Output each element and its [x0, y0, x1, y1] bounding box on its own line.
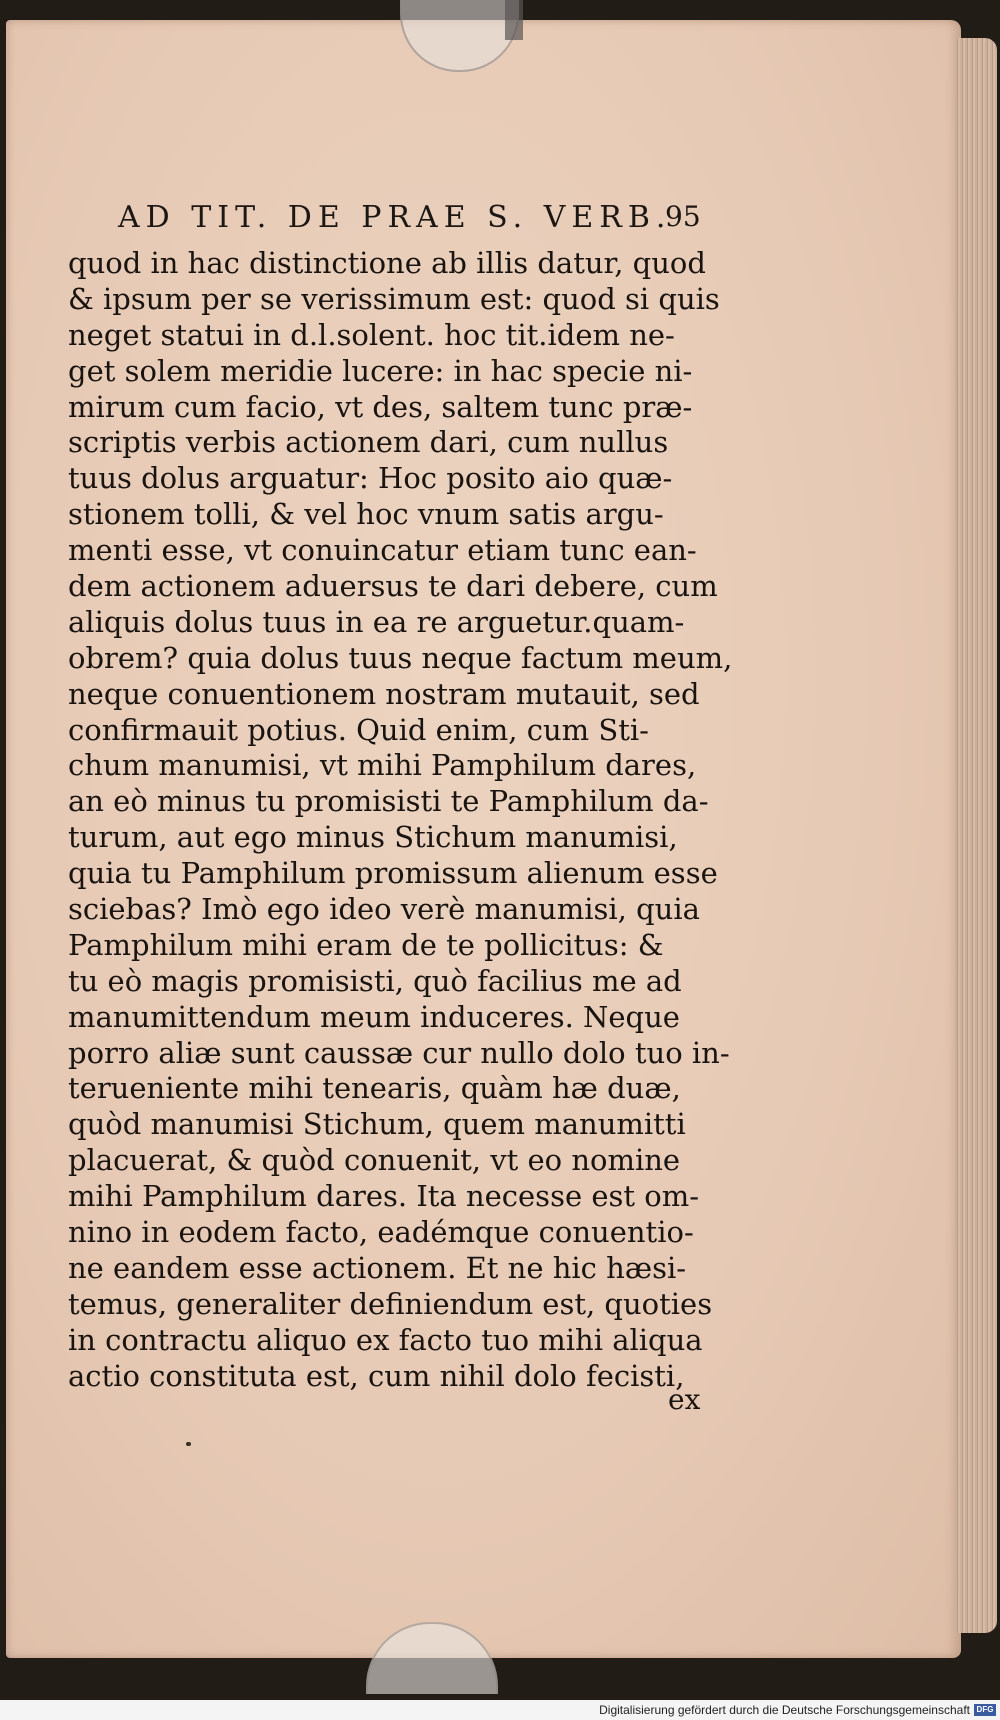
body-text: [68, 246, 733, 1395]
text-line: stionem tolli, & vel hoc vnum satis argu-: [68, 497, 664, 532]
top-clip-tab: [505, 0, 523, 40]
text-line: quòd manumisi Stichum, quem manumitti: [68, 1107, 686, 1142]
text-line: sciebas? Imò ego ideo verè manumisi, quia: [68, 892, 700, 927]
text-line: tu eò magis promisisti, quò facilius me ad: [68, 963, 682, 998]
text-line: actio constituta est, cum nihil dolo fecisti,: [68, 1358, 685, 1393]
text-line: quia tu Pamphilum promissum alienum esse: [68, 856, 718, 891]
text-line: turum, aut ego minus Stichum manumisi,: [68, 820, 678, 855]
text-line: Pamphilum mihi eram de te pollicitus: &: [68, 927, 664, 962]
text-line: temus, generaliter definiendum est, quoties: [68, 1286, 713, 1321]
text-line: scriptis verbis actionem dari, cum nullus: [68, 425, 669, 460]
page-edges: [955, 38, 997, 1633]
text-line: neque conuentionem nostram mutauit, sed: [68, 676, 700, 711]
text-line: teruenientе mihi tenearis, quàm hæ duæ,: [68, 1071, 681, 1106]
text-line: manumittendum meum induceres. Neque: [68, 999, 680, 1034]
text-line: porro aliæ sunt caussæ cur nullo dolo tuo in-: [68, 1035, 730, 1070]
credit-text: Digitalisierung gefördert durch die Deutsche Forschungsgemeinschaft: [599, 1703, 970, 1717]
running-head: AD TIT. DE PRAE S. VERB.: [118, 200, 672, 235]
text-line: quod in hac distinctione ab illis datur, quod: [68, 246, 706, 280]
text-line: in contractu aliquo ex facto tuo mihi aliqua: [68, 1322, 703, 1357]
catchword: ex: [668, 1383, 701, 1416]
text-line: get solem meridie lucere: in hac specie ni-: [68, 353, 693, 388]
text-line: & ipsum per se verissimum est: quod si quis: [68, 281, 720, 316]
dfg-logo: DFG: [974, 1704, 996, 1716]
ink-mark: [186, 1442, 191, 1446]
text-line: nino in eodem facto, eadémque conuentio-: [68, 1215, 694, 1250]
text-line: chum manumisi, vt mihi Pamphilum dares,: [68, 748, 697, 783]
page-number: 95: [665, 200, 701, 233]
text-line: mihi Pamphilum dares. Ita necesse est om-: [68, 1179, 700, 1214]
text-line: obrem? quia dolus tuus neque factum meum,: [68, 640, 733, 675]
text-line: ne eandem esse actionem. Et ne hic hæsi-: [68, 1250, 687, 1285]
text-line: dem actionem aduersus te dari debere, cum: [68, 569, 718, 604]
text-line: tuus dolus arguatur: Hoc posito aio quæ-: [68, 461, 673, 496]
digitization-credit-bar: [0, 1700, 1000, 1720]
text-line: placuerat, & quòd conuenit, vt eo nomine: [68, 1143, 681, 1178]
text-line: confirmauit potius. Quid enim, cum Sti-: [68, 712, 649, 747]
text-line: aliquis dolus tuus in ea re arguetur.quam-: [68, 604, 685, 639]
text-line: an eò minus tu promisisti te Pamphilum da-: [68, 784, 709, 819]
text-line: menti esse, vt conuincatur etiam tunc ean-: [68, 533, 697, 568]
text-line: neget statui in d.l.solent. hoc tit.idem ne-: [68, 317, 675, 352]
text-line: mirum cum facio, vt des, saltem tunc præ-: [68, 389, 693, 424]
